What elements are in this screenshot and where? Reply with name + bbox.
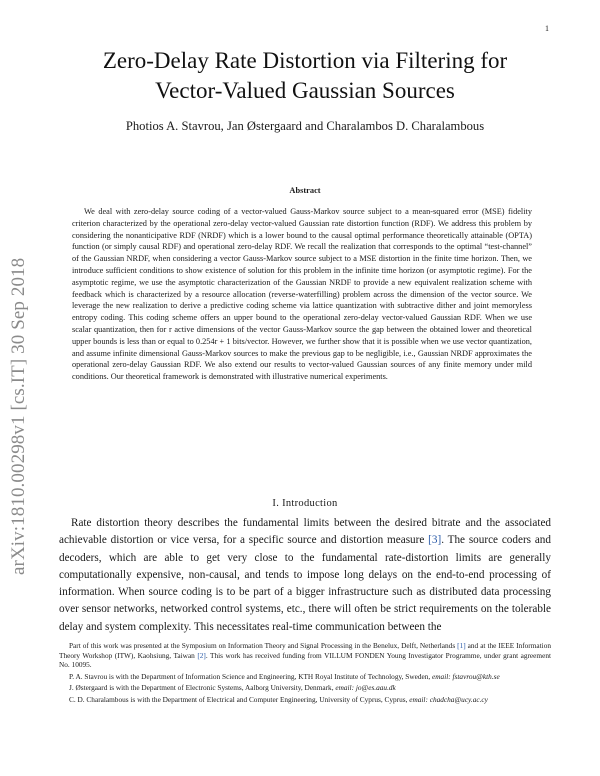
footnote-author-ostergaard (59, 683, 551, 693)
footnote-3-email-label: email: (335, 683, 355, 693)
footnote-2-email-label: email: (432, 671, 451, 681)
footnote-4-text: C. D. Charalambous is with the Department of Electrical and Computer Engineering, University of Cyprus, Cyprus, (69, 694, 410, 704)
abstract-body: We deal with zero-delay source coding of a vector-valued Gauss-Markov source subject to a mean-squared error (MSE) fidelity criterion characterized by the operational zero-delay vector-valued Gaussian rate distortion function (RDF). We address this problem by considering the nonanticipative RDF (NRDF) which is a lower bound to the causal optimal performance theoretically attainable (OPTA) function (or simply causal RDF) and operational zero-delay RDF. We recall the realization that corresponds to the optimal “test-channel” of the Gaussian NRDF, when considering a vector Gauss-Markov source subject to a MSE distortion in the finite time horizon. Then, we introduce sufficient conditions to show existence of solution for this problem in the infinite time horizon (or asymptotic regime). For the asymptotic regime, we use the asymptotic characterization of the Gaussian NRDF to provide a new equivalent realization scheme with feedback which is characterized by a resource allocation (reverse-waterfilling) problem across the dimension of the vector source. We leverage the new realization to derive a predictive coding scheme via lattice quantization with subtractive dither and joint memoryless entropy coding. This coding scheme offers an upper bound to the operational zero-delay vector-valued Gaussian RDF. When we use scalar quantization, then for r active dimensions of the vector Gauss-Markov source the gap between the obtained lower and theoretical upper bounds is less than or equal to 0.254r + 1 bits/vector. However, we further show that it is possible when we use vector quantization, and assume infinite dimensional Gauss-Markov sources to make the previous gap to be negligible, i.e., Gaussian NRDF approximates the operational zero-delay Gaussian RDF. We also extend our results to vector-valued Gaussian sources of any finite memory under mild conditions. Our theoretical framework is demonstrated with illustrative numerical experiments. (72, 207, 532, 382)
citation-link-3[interactable]: [3] (428, 534, 442, 547)
citation-link-2[interactable]: [2] (197, 650, 206, 660)
intro-text-part-1: Rate distortion theory describes the fundamental limits between the desired bitrate and the associated achievable distortion or vice versa, for a specific source and distortion measure (59, 517, 551, 547)
footnote-presentation (59, 641, 551, 670)
intro-text-part-2: . The source coders and decoders, which are able to get very close to the fundamental rate-distortion limits are generally computationally expensive, non-causal, and tends to impose long delays on the end-to-end processing of information. When source coding is to be part of a bigger infrastructure such as distributed data processing over sensor networks, networked control systems, etc., there will often be strict requirements on the tolerable delay and system complexity. This necessitates real-time communication between the (59, 534, 551, 633)
email-stavrou: fstavrou@kth.se (452, 671, 500, 681)
footnotes (59, 641, 551, 705)
footnote-1-part-2: and at the IEEE Information Theory Workshop (ITW), Kaohsiung, Taiwan (59, 641, 551, 660)
citation-link-1[interactable]: [1] (457, 641, 466, 650)
footnote-author-charalambous (59, 695, 551, 705)
title-line-1: Zero-Delay Rate Distortion via Filtering for (102, 48, 508, 73)
email-ostergaard: jo@es.aau.dk (355, 683, 396, 693)
arxiv-identifier-stamp: arXiv:1810.00298v1 [cs.IT] 30 Sep 2018 (8, 257, 29, 575)
introduction-paragraph (59, 515, 551, 635)
footnote-4-email-label: email: (409, 694, 428, 704)
email-charalambous: chadcha@ucy.ac.cy (429, 694, 488, 704)
footnote-1-part-1: Part of this work was presented at the Symposium on Information Theory and Signal Processing in the Benelux, Delft, Netherlands (69, 641, 458, 650)
paper-title (60, 46, 550, 106)
footnote-1-part-3: . This work has received funding from VILLUM FONDEN Young Investigator Programme, under grant agreement No. 10095. (59, 650, 551, 670)
footnote-2-text: P. A. Stavrou is with the Department of Information Science and Engineering, KTH Royal Institute of Technology, Sweden, (69, 671, 433, 681)
footnote-author-stavrou (59, 672, 551, 682)
title-line-2: Vector-Valued Gaussian Sources (155, 78, 455, 103)
section-heading-introduction: I. Introduction (272, 498, 338, 509)
footnote-3-text: J. Østergaard is with the Department of Electronic Systems, Aalborg University, Denmark, (69, 683, 336, 693)
author-list: Photios A. Stavrou, Jan Østergaard and Charalambos D. Charalambous (125, 119, 485, 133)
abstract-heading: Abstract (289, 186, 321, 195)
page-number: 1 (545, 24, 549, 33)
